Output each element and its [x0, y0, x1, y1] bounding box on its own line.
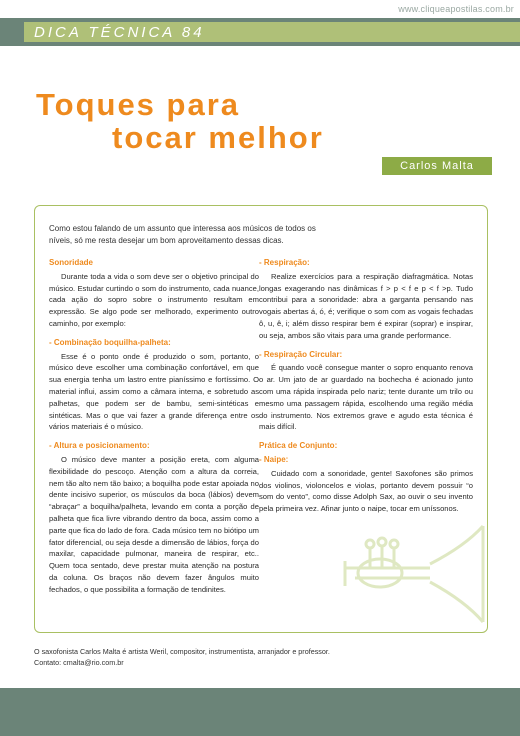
paragraph-naipe: Cuidado com a sonoridade, gente! Saxofones são primos dos violinos, violoncelos e violas, portanto devem possuir “o som do vento”, como disse Adolph Sax, ao ouvir o seu invento pela primeira vez. Afinar junto o naipe, tocar em uníssonos. [259, 468, 473, 514]
paragraph-combinacao: Esse é o ponto onde é produzido o som, portanto, o músico deve escolher uma combinação confortável, em que sua energia tenha um lastro entre pianíssimo e fortíssimo. O material influi, assim como a câmara interna, e sobretudo as palhetas, que podem ser de bambu, semi-sintéticas e sintéticas. Mas o que vai fazer a grande diferença entre os vários materiais é o músico. [49, 351, 259, 432]
heading-altura: - Altura e posicionamento: [49, 441, 150, 451]
right-column [259, 257, 473, 515]
left-column [49, 257, 259, 596]
header-bar [0, 18, 520, 46]
heading-naipe: - Naipe: [259, 454, 289, 464]
section-label: DICA TÉCNICA 84 [34, 24, 205, 41]
contact-line: Contato: cmalta@rio.com.br [34, 658, 124, 667]
heading-sonoridade: Sonoridade [49, 258, 94, 267]
footer-note [34, 646, 330, 668]
trumpet-illustration-icon [335, 506, 485, 626]
paragraph-respiracao: Realize exercícios para a respiração diafragmática. Notas longas exagerando nas dinâmicas f > p < f e p < f >p. Tudo contribui para a sonoridade: abra a garganta pensando nas vogais abertas á, ó, é; verifique o som com as vogais fechadas ô, u, ê, i; além disso respirar bem é expirar (soprar) e inspirar, ou seja, ambos são vitais para uma grande performance. [259, 271, 473, 340]
article-title-line2: tocar melhor [112, 120, 324, 155]
heading-respiracao-circular: - Respiração Circular: [259, 349, 343, 359]
article-title-line1: Toques para [36, 87, 241, 122]
author-badge: Carlos Malta [382, 157, 492, 175]
watermark-url: www.cliqueapostilas.com.br [398, 4, 514, 14]
footer-bar [0, 688, 520, 736]
heading-combinacao: - Combinação boquilha-palheta: [49, 337, 171, 347]
section-label-bar [24, 22, 520, 42]
paragraph-sonoridade: Durante toda a vida o som deve ser o objetivo principal do músico. Estudar curtindo o som do instrumento, cada nuance, cada ação do sopro sobre o instrumento resultam em expressão. Se algo pode ser melhorado, experimento outro caminho, por exemplo: [49, 271, 259, 328]
author-bio: O saxofonista Carlos Malta é artista Weril, compositor, instrumentista, arranjador e professor. [34, 647, 330, 656]
heading-pratica-conjunto: Prática de Conjunto: [259, 441, 338, 451]
intro-paragraph: Como estou falando de um assunto que interessa aos músicos de todos os níveis, só me resta desejar um bom aproveitamento dessas dicas. [49, 224, 316, 245]
article-body-box [34, 205, 488, 633]
paragraph-altura: O músico deve manter a posição ereta, com alguma flexibilidade do pescoço. Atenção com a altura da correia, nem tão alto nem tão baixo; a boquilha pode estar apoiada no dente incisivo superior, os músculos da boca (lábios) devem “abraçar” a boquilha/palheta, levando em conta a porção de palheta que fica livre vibrando dentro da boca, assim como a parte que fica do lado de fora. Cada músico tem no biótipo um fator diferencial, ou seja desde a dimensão de lábios, força do maxilar, capacidade pulmonar, maneira de respirar, etc.. Quem toca sentado, deve prestar muita atenção na postura da coluna. Os braços não devem fazer ângulos muito fechados, o que possibilita a formação de tendinites. [49, 454, 259, 594]
heading-respiracao: - Respiração: [259, 258, 310, 267]
paragraph-respiracao-circular: É quando você consegue manter o sopro enquanto renova o ar. Um jato de ar guardado na bochecha é acionado junto com uma rápida inspirada pelo nariz; tente durante um trilo ou mesmo uma passagem rápida, escolhendo uma região média do instrumento. Nos extremos grave e agudo esta técnica é mais difícil. [259, 363, 473, 432]
